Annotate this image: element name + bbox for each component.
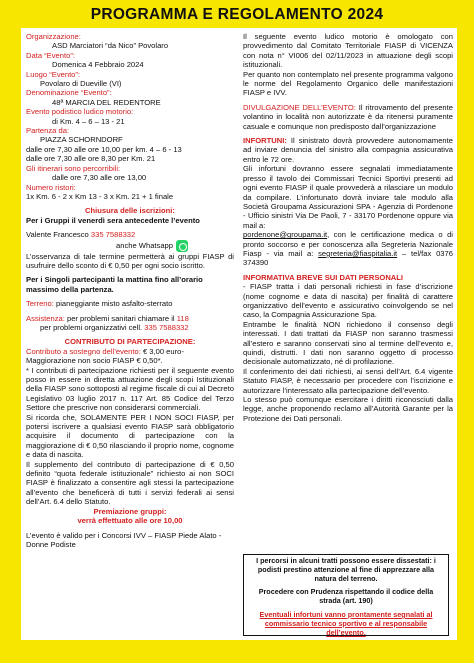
start-label: Partenza da: — [26, 126, 70, 136]
infortuni-text-3: , con le certificazione medica o di pronto soccorso e per conoscenza alla Segreteria Nazionale Fiasp - via mail a: — [243, 230, 453, 258]
itin-value: dalle ore 7,30 alle ore 13,00 — [52, 173, 147, 183]
document-sheet — [21, 28, 457, 640]
terreno-line — [26, 299, 234, 308]
assist-line-1 — [26, 314, 234, 323]
assist-number-2: 335 7588332 — [144, 322, 189, 332]
whatsapp-icon — [176, 240, 188, 252]
date-value: Domenica 4 Febbraio 2024 — [52, 60, 144, 70]
start-line-2: dalle ore 7,30 alle ore 8,30 per Km. 21 — [26, 154, 156, 164]
contact-whatsapp: anche Whatsapp — [116, 240, 173, 250]
contrib-line-2: Maggiorazione non socio FIASP € 0,50*. — [26, 356, 163, 366]
itin-label: Gli itinerari sono percorribili: — [26, 163, 121, 173]
contrib-note: * I contributi di partecipazione richiesti per il seguente evento posso in essere in diretta attuazione degli scopi Istituzionali della FIASP sono sottoposti al regime fiscale di cui al Decreto Legislativo 03 luglio 2017 n. 117 Art. 85 Codice del Terzo Settore che prescrive non considerarsi commerciali. — [26, 365, 234, 413]
org-label: Organizzazione: — [26, 32, 81, 41]
start-place: PIAZZA SCHORNDORF — [40, 135, 123, 145]
infortuni-fax: – tel/fax 0376 374390 — [243, 248, 453, 268]
contrib-line-1-value: € 3,00 euro- — [142, 346, 184, 356]
date-label: Data “Evento”: — [26, 50, 75, 60]
assist-text-2: per problemi organizzativi cell. — [40, 322, 143, 332]
ristori-label: Numero ristori: — [26, 182, 76, 192]
groupama-email-link[interactable]: pordenone@groupama.it — [243, 230, 328, 240]
box-line-1: I percorsi in alcuni tratti possono essere dissestati: i podisti prestino attenzione al fine di apprezzare alla natura del terreno. — [256, 556, 436, 583]
box-line-2: Procedere con Prudenza rispettando il codice della strada (art. 190) — [258, 587, 434, 606]
divulgazione-label: DIVULGAZIONE DELL’EVENTO: — [243, 102, 356, 112]
segreteria-email-link[interactable]: segreteria@fiaspitalia.it — [318, 248, 398, 258]
terreno-value: pianeggiante misto asfalto-sterrato — [55, 299, 173, 309]
right-column — [243, 32, 453, 423]
assist-number-1: 118 — [176, 313, 189, 323]
divulgazione-block — [243, 103, 453, 131]
valid-text: L’evento è valido per i Concorsi IVV – FIASP Piede Alato - Donne Podiste — [26, 530, 222, 549]
event-label: Evento podistico ludico motorio: — [26, 107, 134, 117]
contrib-line-1 — [26, 347, 234, 356]
privacy-text: - FIASP tratta i dati personali richiesti in fase d’iscrizione (nome cognome e data di nascita) per finalità di carattere organizzativo dell’evento e assicurativo coinvolgendo se nel caso, la Compagnia Assicurazione Spa. — [243, 282, 453, 320]
warning-box — [243, 554, 449, 636]
divulgazione-text: Il ritrovamento del presente volantino in località non autorizzate è da ritenersi puramente casuale e comunque non predisposto dall’organizzazione — [243, 102, 453, 131]
contact-name: Valente Francesco — [26, 230, 89, 240]
whatsapp-row — [26, 240, 234, 252]
assist-line-2 — [26, 323, 234, 332]
infortuni-text: Il sinistrato dovrà provvedere autonomamente ad inviare denuncia del sinistro alla compagnia assicurativa entro le 72 ore. — [243, 136, 453, 164]
name-label: Denominazione “Evento”: — [26, 88, 112, 98]
contact-phone: 335 7588332 — [90, 230, 136, 240]
assist-label: Assistenza: — [26, 313, 65, 323]
place-value: Povolaro di Dueville (VI) — [40, 79, 122, 89]
osservanza-text: L’osservanza di tale termine permetterà ai gruppi FIASP di usufruire dello sconto di € 0,50 per ogni socio iscritto. — [26, 251, 234, 270]
org-value: ASD Marciatori “da Nico” Povolaro — [52, 41, 169, 51]
box-line-3: Eventuali infortuni vanno prontamente segnalati al commissario tecnico sportivo e al responsabile dell’evento. — [259, 609, 433, 637]
contact-line — [26, 230, 234, 239]
ristori-value: 1x Km. 6 - 2 x Km 13 - 3 x Km. 21 + 1 finale — [26, 191, 174, 201]
contrib-para-2: Si ricorda che, SOLAMENTE PER I NON SOCI FIASP, per potersi iscrivere a qualsiasi evento FIASP sarà obbligatorio acquisire il documento di partecipazione con la maggiorazione di € 0,50 rilasciando il proprio nome, cognome e data di nascita. — [26, 412, 234, 460]
footer-band — [0, 646, 474, 663]
infortuni-text-2: Gli infortuni dovranno essere segnalati immediatamente presso il tavolo dei Commissari Tecnici Sportivi presenti ad ogni evento FIASP il quale provvederà a rilasciare un modulo da compilare. L’infortunato dovrà inviare tale modulo alla Società Groupama Assicurazioni SPA - Agenzia di Pordenone - Ufficio sinistri Via De Paoli, 7 - 33170 Pordenone oppure via mail a: — [243, 164, 453, 230]
privacy-label: INFORMATIVA BREVE SUI DATI PERSONALI — [243, 272, 404, 282]
terreno-label: Terreno: — [26, 299, 54, 309]
name-value: 48ª MARCIA DEL REDENTORE — [52, 97, 161, 107]
chiusura-label: Chiusura delle iscrizioni: — [85, 206, 175, 216]
privacy-text-3: Il conferimento dei dati richiesti, ai sensi dell’Art. 6.4 vigente Statuto FIASP, è necessario per procedere con l’iscrizione e autorizzare l’interessato alla partecipazione dell’evento. — [243, 366, 453, 395]
left-column — [26, 32, 234, 549]
page-title: PROGRAMMA E REGOLAMENTO 2024 — [90, 6, 384, 23]
start-line-1: dalle ore 7,30 alle ore 10,00 per km. 4 – 6 - 13 — [26, 144, 182, 154]
infortuni-block — [243, 136, 453, 164]
privacy-text-2: Entrambe le finalità NON richiedono il consenso degli interessati. I dati trattati da FIASP non saranno trasmessi all’estero e saranno conservati sino al termine dell’evento e, quindi, distrutti. I dati non saranno oggetto di processo decisionale automatizzato, né di profilazione. — [243, 319, 453, 367]
contrib-label: CONTRIBUTO DI PARTECIPAZIONE: — [64, 337, 196, 347]
place-label: Luogo “Evento”: — [26, 69, 81, 79]
prem-value: verrà effettuato alle ore 10,00 — [77, 516, 183, 526]
infortuni-contacts — [243, 230, 453, 268]
event-value: di Km. 4 – 6 – 13 - 21 — [52, 116, 125, 126]
chiusura-value: Per i Gruppi il venerdì sera antecedente l’evento — [26, 215, 200, 225]
intro-text: Il seguente evento ludico motorio è omologato con provvedimento dal Comitato Territoriale FIASP di VICENZA con nota n° VI006 del 02/11/2023 in attuazione degli scopi istituzionali. — [243, 32, 453, 70]
assist-text-1: per problemi sanitari chiamare il — [66, 313, 175, 323]
prem-label: Premiazione gruppi: — [93, 506, 167, 516]
infortuni-label: INFORTUNI: — [243, 136, 287, 146]
contrib-line-1-label: Contributo a sostegno dell’evento: — [26, 346, 141, 356]
singoli-text: Per i Singoli partecipanti la mattina fino all’orario massimo della partenza. — [26, 275, 203, 294]
contrib-para-3: Il supplemento del contributo di partecipazione di € 0,50 definito “quota federale istituzionale” richiesto ai non SOCI FIASP è finalizzato a consentire agli stessi la partecipazione all’evento che beneficerà di tutti i servizi federali ai sensi dell’Art. 6.4 dello Statuto. — [26, 459, 234, 507]
intro-text-2: Per quanto non contemplato nel presente programma valgono le norme del Regolamento Organico delle manifestazioni FIASP e IVV. — [243, 69, 453, 98]
privacy-text-4: Lo stesso può comunque esercitare i diritti riconosciuti dalla legge, anche proponendo reclamo all’Autorità Garante per la Protezione dei Dati personali. — [243, 395, 453, 423]
